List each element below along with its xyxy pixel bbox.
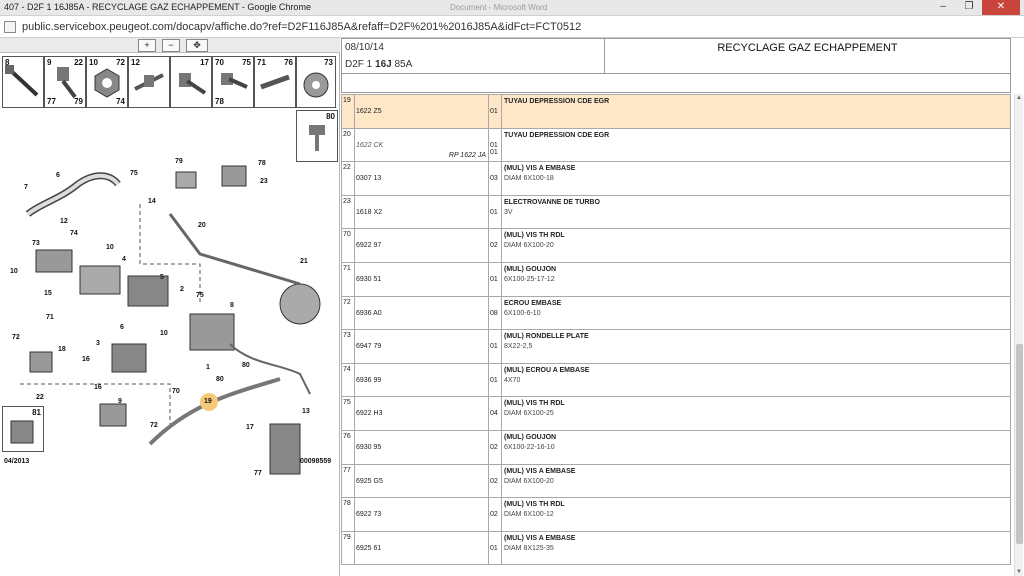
table-row[interactable]: [342, 195, 1011, 229]
side-cell[interactable]: 80: [296, 110, 338, 162]
strip-cell[interactable]: 71 76: [254, 56, 296, 108]
quantity: 08: [490, 309, 498, 317]
item-number: 71: [342, 262, 355, 296]
part-detail: 6X100-22-16-10: [504, 443, 555, 451]
description-cell: [502, 363, 1011, 397]
part-reference[interactable]: 1622 Z5: [356, 108, 382, 115]
part-name: TUYAU DEPRESSION CDE EGR: [504, 98, 610, 105]
page-icon: [4, 21, 16, 33]
part-name: (MUL) GOUJON: [504, 433, 557, 441]
part-name: (MUL) VIS TH RDL: [504, 501, 565, 509]
quantity-cell: [489, 95, 502, 129]
item-number: 78: [342, 498, 355, 532]
quantity: 02: [490, 242, 498, 250]
background-window-title: Document - Microsoft Word: [450, 3, 548, 12]
part-detail: DIAM 6X100-20: [504, 242, 554, 250]
quantity-cell: [489, 229, 502, 263]
part-detail: DIAM 6X100-20: [504, 477, 554, 485]
diagram-pane: [0, 38, 340, 576]
strip-cell[interactable]: 10 72 74: [86, 56, 128, 108]
scroll-up-icon[interactable]: ▲: [1016, 95, 1022, 101]
part-name: ECROU EMBASE: [504, 299, 562, 307]
strip-cell[interactable]: 12: [128, 56, 170, 108]
part-detail: DIAM 6X100-25: [504, 410, 554, 418]
part-name: ELECTROVANNE DE TURBO: [504, 198, 600, 206]
close-button[interactable]: ✕: [982, 0, 1020, 15]
strip-cell[interactable]: 8: [2, 56, 44, 108]
table-row[interactable]: [342, 531, 1011, 565]
quantity: 01: [490, 208, 498, 216]
item-number: 72: [342, 296, 355, 330]
quantity-secondary: 01: [490, 148, 498, 156]
description-cell: [502, 229, 1011, 263]
part-detail: 3V: [504, 208, 513, 216]
item-number: 23: [342, 195, 355, 229]
quantity: 01: [490, 108, 498, 115]
part-name: (MUL) VIS A EMBASE: [504, 165, 576, 173]
header-spacer: [341, 74, 1011, 93]
fastener-strip: [2, 56, 336, 144]
quantity: 01: [490, 275, 498, 283]
item-number: 70: [342, 229, 355, 263]
part-reference[interactable]: 6930 51: [356, 275, 382, 283]
part-detail: 4X70: [504, 376, 521, 384]
minimize-button[interactable]: –: [940, 1, 946, 12]
quantity-cell: [489, 128, 502, 162]
part-detail: 6X100-6-10: [504, 309, 541, 317]
reference-cell[interactable]: [355, 430, 489, 464]
strip-cell[interactable]: 73: [296, 56, 336, 108]
reference-cell[interactable]: [355, 464, 489, 498]
strip-cell[interactable]: 17: [170, 56, 212, 108]
table-row[interactable]: [342, 95, 1011, 129]
item-number: 73: [342, 330, 355, 364]
reference-cell[interactable]: [355, 95, 489, 129]
quantity-cell: [489, 430, 502, 464]
parts-table: [341, 94, 1011, 565]
part-name: (MUL) VIS TH RDL: [504, 232, 565, 240]
diagram-code: 00098559: [300, 458, 332, 465]
table-row[interactable]: [342, 330, 1011, 364]
strip-cell[interactable]: 70 75 78: [212, 56, 254, 108]
quantity: 02: [490, 443, 498, 451]
item-number: 76: [342, 430, 355, 464]
reference-cell[interactable]: [355, 330, 489, 364]
item-number: 74: [342, 363, 355, 397]
description-cell: [502, 195, 1011, 229]
description-cell: [502, 262, 1011, 296]
part-detail: DIAM 6X100-18: [504, 175, 554, 183]
description-cell: [502, 330, 1011, 364]
quantity: 03: [490, 175, 498, 183]
zoom-toolbar: [0, 38, 340, 53]
item-number: 75: [342, 397, 355, 431]
reference-cell[interactable]: [355, 363, 489, 397]
part-detail: DIAM 6X100-12: [504, 511, 554, 519]
reference-cell[interactable]: [355, 498, 489, 532]
part-reference[interactable]: 6930 95: [356, 443, 382, 451]
quantity-cell: [489, 464, 502, 498]
table-row[interactable]: [342, 128, 1011, 162]
header-date: 08/10/14: [345, 42, 384, 53]
item-number: 22: [342, 162, 355, 196]
part-reference[interactable]: 6922 73: [356, 511, 382, 519]
part-detail: 8X22-2,5: [504, 343, 533, 351]
part-reference[interactable]: 6936 99: [356, 376, 382, 384]
exploded-diagram[interactable]: 7 6 75 79 78 14 23 12 74 73 10 20 21 10 4 15 5 2 75 8 71 16 10 72 18 3 1 9 70 80 22 72 19 80 17 13 77 6 16: [0, 144, 340, 504]
window-titlebar: [0, 0, 1024, 16]
quantity: 01: [490, 544, 498, 552]
part-name: (MUL) VIS A EMBASE: [504, 534, 576, 542]
item-number: 19: [342, 95, 355, 129]
table-row[interactable]: [342, 363, 1011, 397]
quantity: 01: [490, 376, 498, 384]
quantity: 02: [490, 477, 498, 485]
quantity-cell: [489, 363, 502, 397]
description-cell: [502, 95, 1011, 129]
table-row[interactable]: [342, 498, 1011, 532]
table-row[interactable]: [342, 430, 1011, 464]
quantity-cell: [489, 195, 502, 229]
reference-cell[interactable]: [355, 229, 489, 263]
item-number: 77: [342, 464, 355, 498]
parts-pane: [341, 38, 1024, 576]
strip-cell[interactable]: 9 22 77 79: [44, 56, 86, 108]
table-row[interactable]: [342, 262, 1011, 296]
part-reference[interactable]: 1622 CK: [356, 141, 384, 149]
part-reference[interactable]: 1618 X2: [356, 208, 383, 216]
quantity: 01: [490, 141, 498, 149]
part-name: (MUL) GOUJON: [504, 265, 557, 273]
table-row[interactable]: [342, 464, 1011, 498]
quantity-cell: [489, 296, 502, 330]
part-reference[interactable]: 0307 13: [356, 175, 382, 183]
header-model: D2F 1 16J 85A: [345, 59, 413, 70]
reference-cell[interactable]: [355, 397, 489, 431]
table-row[interactable]: [342, 296, 1011, 330]
zoom-out-button[interactable]: −: [162, 39, 180, 52]
quantity-cell: [489, 498, 502, 532]
scrollbar[interactable]: [1014, 94, 1023, 576]
part-name: (MUL) RONDELLE PLATE: [504, 333, 589, 341]
scroll-down-icon[interactable]: ▼: [1016, 569, 1022, 575]
window-controls: [930, 0, 1020, 15]
part-name: TUYAU DEPRESSION CDE EGR: [504, 131, 610, 139]
quantity-cell: [489, 330, 502, 364]
part-name: (MUL) ECROU A EMBASE: [504, 366, 590, 374]
item-number: 79: [342, 531, 355, 565]
url-text[interactable]: public.servicebox.peugeot.com/docapv/affiche.do?ref=D2F116J85A&refaff=D2F%201%2016J85A&idFct=FCT0512: [22, 21, 582, 33]
description-cell: [502, 430, 1011, 464]
description-cell: [502, 531, 1011, 565]
part-reference[interactable]: 6947 79: [356, 343, 382, 351]
diagram-date: 04/2013: [4, 458, 30, 465]
reference-cell[interactable]: [355, 531, 489, 565]
description-cell: [502, 498, 1011, 532]
part-reference[interactable]: 6925 61: [356, 544, 382, 552]
reference-cell[interactable]: [355, 162, 489, 196]
zoom-move-button[interactable]: ✥: [186, 39, 208, 52]
quantity: 04: [490, 410, 498, 418]
reference-cell[interactable]: [355, 262, 489, 296]
reference-cell[interactable]: [355, 128, 489, 162]
inset-cell[interactable]: 81: [2, 406, 44, 452]
quantity-cell: [489, 397, 502, 431]
reference-cell[interactable]: [355, 296, 489, 330]
part-reference[interactable]: 6936 A0: [356, 309, 382, 317]
quantity: 01: [490, 343, 498, 351]
quantity-cell: [489, 262, 502, 296]
description-cell: [502, 397, 1011, 431]
quantity: 02: [490, 511, 498, 519]
window-title: 407 - D2F 1 16J85A - RECYCLAGE GAZ ECHAPPEMENT - Google Chrome: [4, 2, 311, 12]
description-cell: [502, 162, 1011, 196]
description-cell: [502, 464, 1011, 498]
replacement-reference: RP 1622 JA: [448, 152, 486, 160]
part-reference[interactable]: 6922 97: [356, 242, 382, 250]
description-cell: [502, 296, 1011, 330]
description-cell: [502, 128, 1011, 162]
egr-assembly-drawing: [0, 144, 340, 504]
parts-header: [341, 38, 1011, 74]
part-reference[interactable]: 6922 H3: [356, 410, 383, 418]
part-detail: DIAM 8X125-35: [504, 544, 554, 552]
quantity-cell: [489, 162, 502, 196]
quantity-cell: [489, 531, 502, 565]
table-row[interactable]: [342, 397, 1011, 431]
table-row[interactable]: [342, 162, 1011, 196]
zoom-in-button[interactable]: +: [138, 39, 156, 52]
maximize-button[interactable]: ❐: [964, 1, 974, 12]
part-name: (MUL) VIS A EMBASE: [504, 467, 576, 475]
page-title: RECYCLAGE GAZ ECHAPPEMENT: [717, 42, 898, 54]
part-name: (MUL) VIS TH RDL: [504, 400, 565, 408]
scrollbar-thumb[interactable]: [1016, 344, 1023, 544]
address-bar[interactable]: [0, 16, 1024, 38]
reference-cell[interactable]: [355, 195, 489, 229]
item-number: 20: [342, 128, 355, 162]
part-detail: 6X100-25-17-12: [504, 275, 555, 283]
table-row[interactable]: [342, 229, 1011, 263]
part-reference[interactable]: 6925 G5: [356, 477, 383, 485]
